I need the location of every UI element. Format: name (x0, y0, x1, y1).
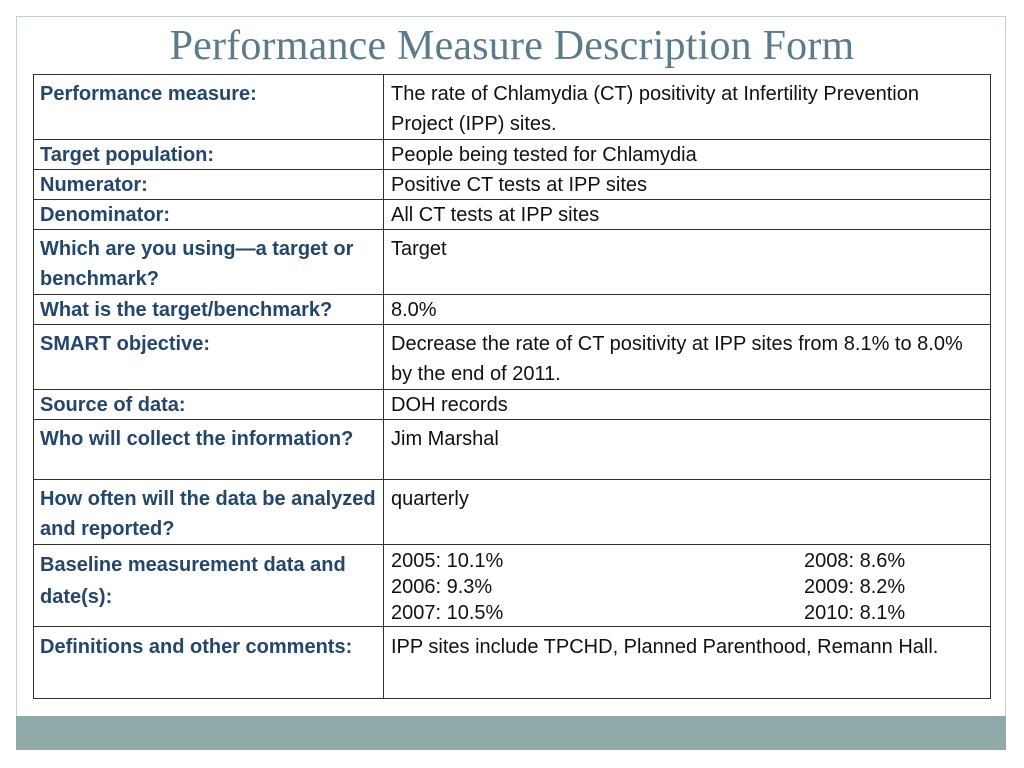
table-row (34, 390, 991, 420)
table-row (34, 230, 991, 295)
row-value: DOH records (384, 390, 991, 420)
row-label: Source of data: (34, 390, 384, 420)
baseline-values (384, 545, 991, 627)
footer-bar (16, 716, 1006, 750)
table-row (34, 545, 991, 627)
row-label: Target population: (34, 140, 384, 170)
row-label: What is the target/benchmark? (34, 295, 384, 325)
row-label: Denominator: (34, 200, 384, 230)
row-value: The rate of Chlamydia (CT) positivity at Infertility Prevention Project (IPP) sites. (384, 75, 991, 140)
baseline-left: 2005: 10.1% (391, 550, 504, 572)
table-row (34, 420, 991, 480)
row-label: Numerator: (34, 170, 384, 200)
row-label: Definitions and other comments: (34, 627, 384, 699)
page-title: Performance Measure Description Form (169, 23, 855, 69)
row-label: Which are you using—a target or benchmark? (34, 230, 384, 295)
baseline-right: 2010: 8.1% (804, 602, 906, 624)
row-label: How often will the data be analyzed and reported? (34, 480, 384, 545)
table-row (34, 200, 991, 230)
baseline-left: 2006: 9.3% (391, 576, 493, 598)
row-label: Who will collect the information? (34, 420, 384, 480)
performance-measure-table (33, 74, 991, 699)
baseline-row (391, 600, 984, 626)
row-value: Target (384, 230, 991, 295)
row-label: SMART objective: (34, 325, 384, 390)
row-value: IPP sites include TPCHD, Planned Parenthood, Remann Hall. (384, 627, 991, 699)
baseline-left: 2007: 10.5% (391, 602, 504, 624)
table-row (34, 140, 991, 170)
row-value: quarterly (384, 480, 991, 545)
baseline-right: 2009: 8.2% (804, 576, 906, 598)
row-value: Positive CT tests at IPP sites (384, 170, 991, 200)
row-label: Baseline measurement data and date(s): (34, 545, 384, 627)
table-row (34, 170, 991, 200)
table-row (34, 75, 991, 140)
table-row (34, 295, 991, 325)
baseline-right: 2008: 8.6% (804, 550, 906, 572)
table-row (34, 325, 991, 390)
row-value: People being tested for Chlamydia (384, 140, 991, 170)
row-value: Jim Marshal (384, 420, 991, 480)
row-value: Decrease the rate of CT positivity at IPP sites from 8.1% to 8.0% by the end of 2011. (384, 325, 991, 390)
table-row (34, 480, 991, 545)
row-value: All CT tests at IPP sites (384, 200, 991, 230)
baseline-row (391, 574, 984, 600)
row-value: 8.0% (384, 295, 991, 325)
row-label: Performance measure: (34, 75, 384, 140)
baseline-row (391, 548, 984, 574)
table-row (34, 627, 991, 699)
